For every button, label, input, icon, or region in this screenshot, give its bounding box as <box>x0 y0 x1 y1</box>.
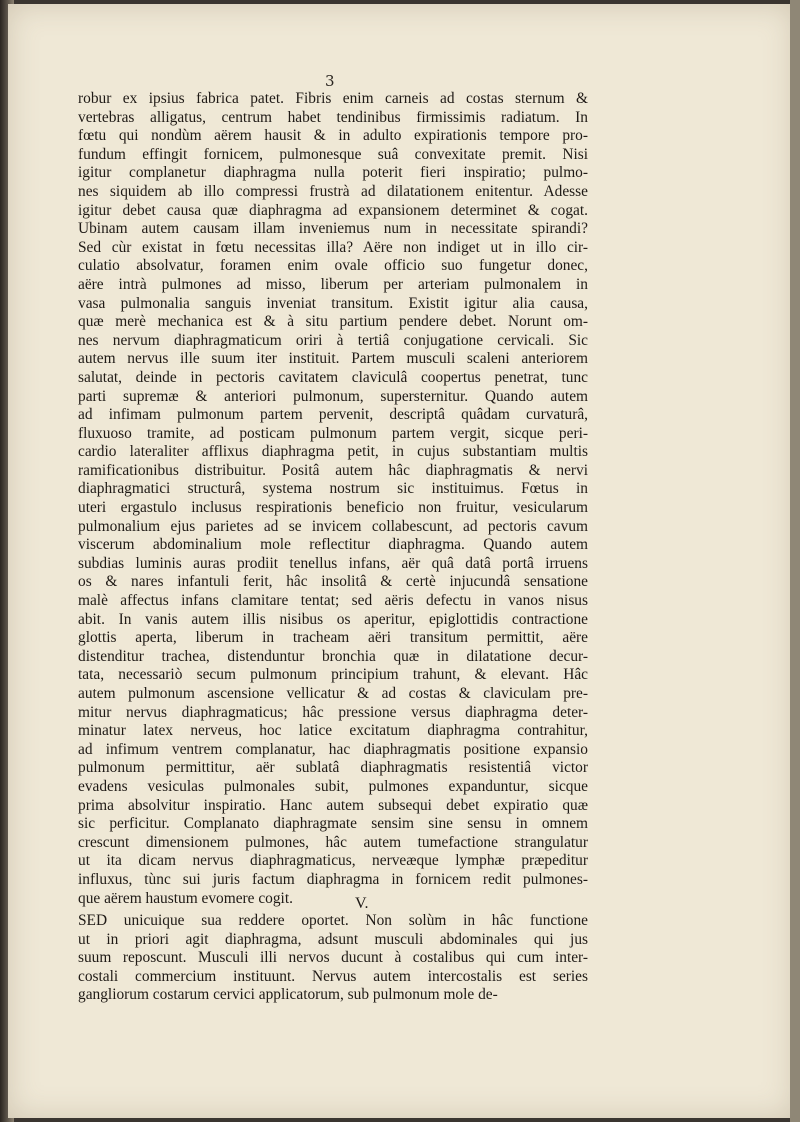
text-line: pulmonum permittitur, aër sublatâ diaphragmatis resistentiâ victor <box>78 759 588 777</box>
text-line: autem nervus ille suum iter instituit. Partem musculi scaleni anteriorem <box>78 350 588 368</box>
text-line: fundum effingit fornicem, pulmonesque suâ convexitate premit. Nisi <box>78 145 588 163</box>
text-line: ramificationibus distribuitur. Positâ autem hâc diaphragmatis & nervi <box>78 461 588 479</box>
text-line: SED unicuique sua reddere oportet. Non solùm in hâc functione <box>78 912 588 929</box>
text-line: os & nares infantuli ferit, hâc insolitâ & certè injucundâ sensatione <box>78 573 588 591</box>
text-line: ad infimam pulmonum partem pervenit, descriptâ quâdam curvaturâ, <box>78 406 588 424</box>
text-line: nes nervum diaphragmaticum oriri à tertiâ conjugatione cervicali. Sic <box>78 331 588 349</box>
text-line: uteri ergastulo inclusus respirationis beneficio non fruitur, vesicularum <box>78 499 588 517</box>
text-line: minatur latex nerveus, hoc latice excitatum diaphragma contrahitur, <box>78 722 588 740</box>
text-line: ut ita dicam nervus diaphragmaticus, nerveæque lymphæ præpeditur <box>78 852 588 870</box>
text-line: tata, necessariò secum pulmonum principium trahunt, & elevant. Hâc <box>78 666 588 684</box>
text-line: quæ merè mechanica est & à situ partium pendere debet. Norunt om- <box>78 313 588 331</box>
text-line: sic perficitur. Complanato diaphragmate sensim sine sensu in omnem <box>78 815 588 833</box>
text-line: evadens vesiculas pulmonales subit, pulmones expanduntur, sicque <box>78 777 588 795</box>
text-line: glottis aperta, liberum in tracheam aëri transitum permittit, aëre <box>78 629 588 647</box>
text-line: ad infimum ventrem complanatur, hac diaphragmatis positione expansio <box>78 740 588 758</box>
body-text <box>78 90 588 908</box>
text-line: influxus, tùnc sui juris factum diaphragma in fornicem redit pulmones- <box>78 870 588 888</box>
text-line: gangliorum costarum cervici applicatorum, sub pulmonum mole de- <box>78 986 498 1004</box>
text-line: igitur debet causa quæ diaphragma ad expansionem determinet & cogat. <box>78 201 588 219</box>
text-line: diaphragmatici structurâ, systema nostrum sic instituimus. Fœtus in <box>78 480 588 498</box>
text-line: igitur complanetur diaphragma nulla poterit fieri inspiratio; pulmo- <box>78 164 588 182</box>
text-line: vertebras alligatus, centrum habet tendinibus firmissimis radiatum. In <box>78 108 588 126</box>
page-number: 3 <box>325 72 335 90</box>
text-line: pulmonalium ejus parietes ad se invicem collabescunt, ad pectoris cavum <box>78 517 588 535</box>
text-line: mitur nervus diaphragmaticus; hâc pressione versus diaphragma deter- <box>78 703 588 721</box>
text-line: costali commercium instituunt. Nervus autem intercostalis est series <box>78 967 588 985</box>
text-line: parti supremæ & anteriori pulmonum, supersternitur. Quando autem <box>78 387 588 405</box>
text-line: ut in priori agit diaphragma, adsunt musculi abdominales qui jus <box>78 930 588 948</box>
text-line: crescunt dimensionem pulmones, hâc autem tumefactione strangulatur <box>78 833 588 851</box>
text-line: Ubinam autem causam illam inveniemus num in necessitate spirandi? <box>78 220 588 238</box>
text-line: vasa pulmonalia sanguis inveniat transitum. Existit igitur alia causa, <box>78 294 588 312</box>
text-line: malè affectus infans clamitare tentat; sed aëris defectu in vanos nisus <box>78 592 588 610</box>
text-line: aëre intrà pulmones ad misso, liberum per arteriam pulmonalem in <box>78 275 588 293</box>
text-line: culatio absolvatur, foramen enim ovale officio suo fungetur donec, <box>78 257 588 275</box>
text-line: abit. In vanis autem illis nisibus os aperitur, epiglottidis contractione <box>78 610 588 628</box>
text-line: suum reposcunt. Musculi illi nervos ducunt à costalibus qui cum inter- <box>78 949 588 967</box>
text-line: que aërem haustum evomere cogit. <box>78 889 293 907</box>
text-line: robur ex ipsius fabrica patet. Fibris enim carneis ad costas sternum & <box>78 90 588 107</box>
text-line: viscerum abdominalium mole reflectitur diaphragma. Quando autem <box>78 536 588 554</box>
book-page-edge <box>790 0 800 1122</box>
text-line: fluxuoso tramite, ad posticam pulmonum partem vergit, sicque peri- <box>78 424 588 442</box>
text-line: prima absolvitur inspiratio. Hanc autem subsequi debet expiratio quæ <box>78 796 588 814</box>
section-heading: V. <box>355 895 369 912</box>
text-line: salutat, deinde in pectoris cavitatem claviculâ coopertus penetrat, tunc <box>78 368 588 386</box>
text-line: fœtu qui nondùm aërem hausit & in adulto expirationis tempore pro- <box>78 127 588 145</box>
text-line: Sed cùr existat in fœtu necessitas illa? Aëre non indiget ut in illo cir- <box>78 238 588 256</box>
text-line: subdias luminis auras prodiit tenellus infans, aër quâ datâ portâ irruens <box>78 554 588 572</box>
section-text <box>78 912 588 1005</box>
text-line: distenditur trachea, distenduntur bronchia quæ in dilatatione decur- <box>78 647 588 665</box>
text-line: cardio lateraliter afflixus diaphragma petit, in cujus substantiam multis <box>78 443 588 461</box>
text-line: nes siquidem ab illo compressi frustrà ad dilatationem enitentur. Adesse <box>78 182 588 200</box>
text-line: autem pulmonum ascensione vellicatur & ad costas & claviculam pre- <box>78 685 588 702</box>
